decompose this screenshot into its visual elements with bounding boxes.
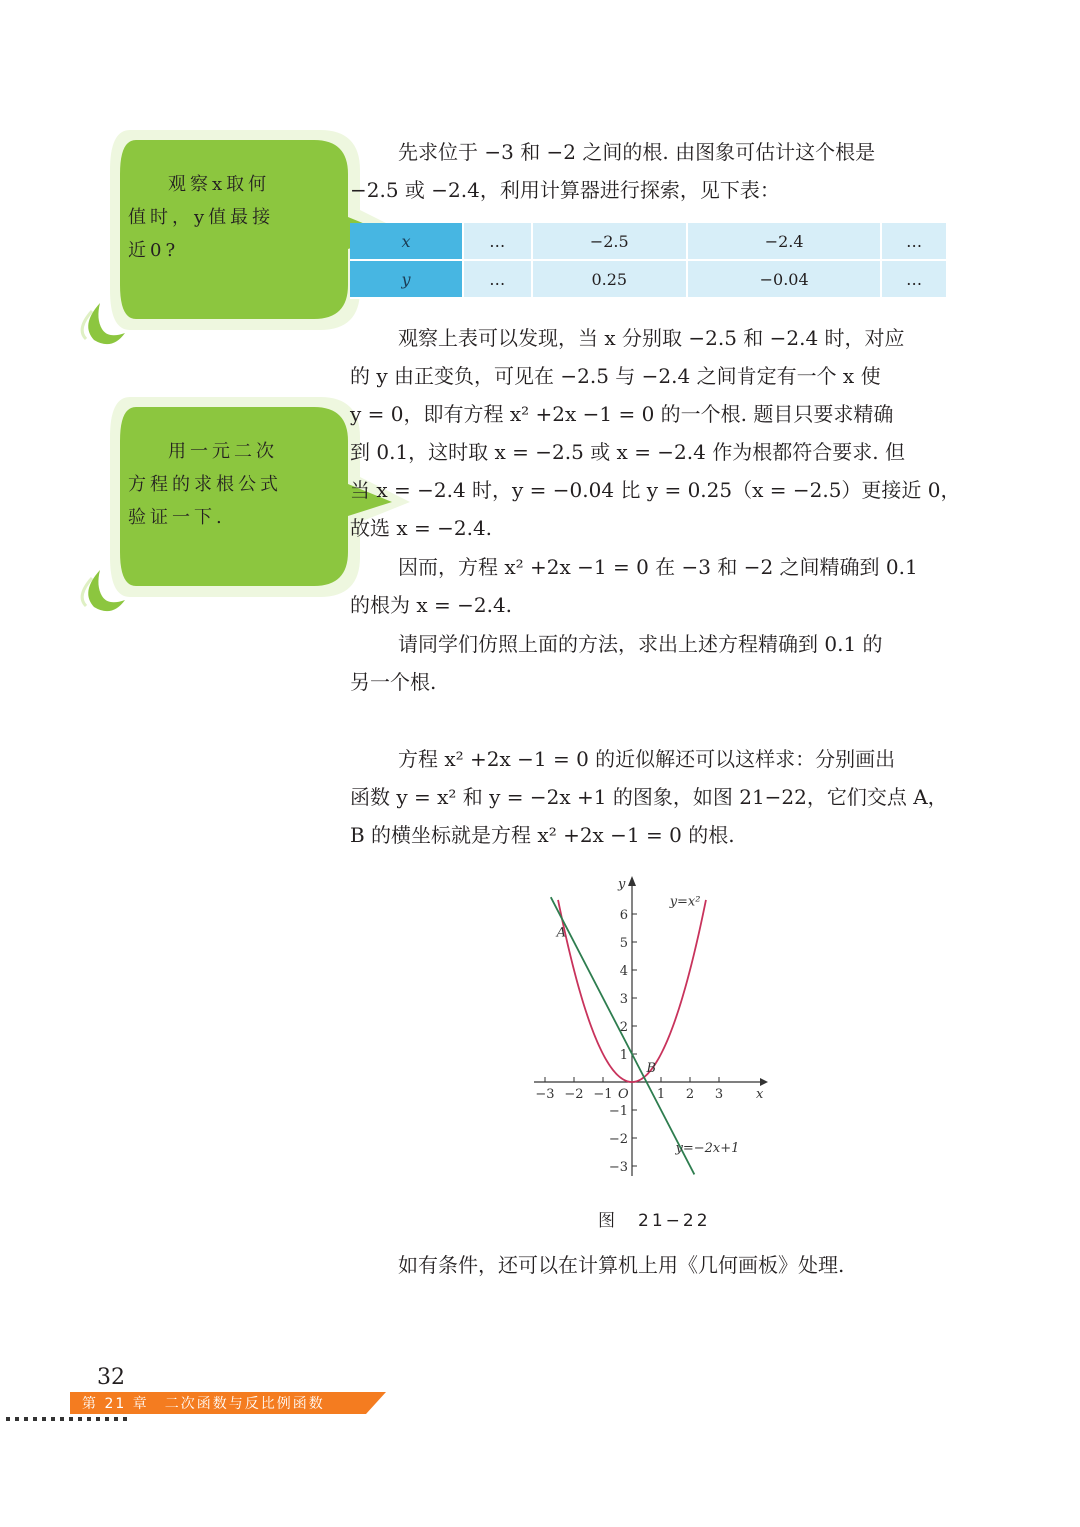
para1-line-6: 故选 x = −2.4.: [350, 516, 493, 540]
point-a-label: A: [556, 925, 566, 941]
y-tick-label: −1: [608, 1104, 628, 1119]
closing-paragraph: [350, 1246, 950, 1284]
footer-dot: [33, 1417, 37, 1421]
x-tick-label: 3: [714, 1087, 724, 1102]
margin-note-2: [70, 392, 370, 612]
para4-line-2: 函数 y = x² 和 y = −2x +1 的图象，如图 21−22，它们交点 A，: [350, 785, 948, 809]
point-b-label: B: [646, 1061, 657, 1077]
y-tick-label: 2: [619, 1020, 628, 1035]
para1-line-3: y = 0，即有方程 x² +2x −1 = 0 的一个根. 题目只要求精确: [350, 402, 894, 426]
para4-line-3: B 的横坐标就是方程 x² +2x −1 = 0 的根.: [350, 823, 735, 847]
para1-line-4: 到 0.1，这时取 x = −2.5 或 x = −2.4 作为根都符合要求. 但: [350, 440, 905, 464]
footer-dot: [42, 1417, 46, 1421]
footer-dot: [60, 1417, 64, 1421]
line-label: y=−2x+1: [675, 1141, 740, 1156]
table-cell: …: [463, 223, 532, 260]
y-axis-label: y: [618, 877, 626, 892]
y-axis-arrow: [628, 876, 636, 886]
table-cell: …: [463, 260, 532, 298]
footer-dot: [24, 1417, 28, 1421]
table-cell: −2.5: [532, 223, 688, 260]
y-tick-label: 6: [619, 908, 628, 923]
footer-dots: [6, 1417, 134, 1421]
intro-paragraph: [350, 133, 950, 209]
para3-line-2: 另一个根.: [350, 670, 437, 694]
table-cell: −0.04: [687, 260, 881, 298]
note-2-line-3: 验证一下.: [128, 507, 226, 528]
footer-dot: [87, 1417, 91, 1421]
page-number: 32: [97, 1365, 125, 1390]
origin-label: O: [618, 1087, 629, 1102]
para4-line-1: 方程 x² +2x −1 = 0 的近似解还可以这样求：分别画出: [398, 747, 896, 771]
note-1-line-3: 近0?: [128, 240, 180, 261]
footer-dot: [114, 1417, 118, 1421]
table-row-head: y: [350, 260, 463, 298]
x-axis-label: x: [756, 1087, 764, 1102]
figure-caption: 图 21−22: [598, 1211, 711, 1231]
x-tick-label: −2: [564, 1087, 584, 1102]
para2-line-2: 的根为 x = −2.4.: [350, 593, 513, 617]
footer-dot: [6, 1417, 10, 1421]
conclusion-paragraph: [350, 548, 950, 624]
y-tick-label: 1: [619, 1048, 628, 1063]
footer-dot: [15, 1417, 19, 1421]
footer-dot: [69, 1417, 73, 1421]
parabola-label: y=x²: [669, 894, 701, 910]
note-1-line-1: 观察x取何: [168, 174, 271, 195]
graph-method-paragraph: [350, 740, 950, 854]
x-tick-label: −1: [593, 1087, 613, 1102]
table-cell: …: [881, 260, 946, 298]
table-row: [350, 223, 946, 260]
footer-dot: [78, 1417, 82, 1421]
intro-line-1: 先求位于 −3 和 −2 之间的根. 由图象可估计这个根是: [398, 140, 876, 164]
y-tick-label: −2: [608, 1132, 628, 1147]
table-cell: −2.4: [687, 223, 881, 260]
function-graph: [520, 870, 780, 1190]
footer-dot: [123, 1417, 127, 1421]
x-axis-arrow: [760, 1078, 768, 1086]
x-tick-label: −3: [535, 1087, 555, 1102]
y-tick-label: 3: [619, 992, 628, 1007]
chapter-title: 第 21 章 二次函数与反比例函数: [82, 1396, 325, 1412]
y-tick-label: −3: [608, 1160, 628, 1175]
table-cell: 0.25: [532, 260, 688, 298]
footer-dot: [105, 1417, 109, 1421]
margin-note-1: [70, 125, 370, 345]
footer-dot: [51, 1417, 55, 1421]
closing-line: 如有条件，还可以在计算机上用《几何画板》处理.: [398, 1253, 845, 1277]
observation-paragraph: [350, 319, 961, 547]
intro-line-2: −2.5 或 −2.4，利用计算器进行探索，见下表：: [350, 178, 780, 202]
para1-line-2: 的 y 由正变负，可见在 −2.5 与 −2.4 之间肯定有一个 x 使: [350, 364, 881, 388]
note-2-line-1: 用一元二次: [168, 441, 278, 462]
table-row-head: x: [350, 223, 463, 260]
table-cell: …: [881, 223, 946, 260]
para1-line-1: 观察上表可以发现，当 x 分别取 −2.5 和 −2.4 时，对应: [398, 326, 905, 350]
x-tick-label: 1: [656, 1087, 666, 1102]
note-2-line-2: 方程的求根公式: [128, 474, 282, 495]
footer-dot: [96, 1417, 100, 1421]
para2-line-1: 因而，方程 x² +2x −1 = 0 在 −3 和 −2 之间精确到 0.1: [398, 555, 918, 579]
table-row: [350, 260, 946, 298]
y-tick-label: 4: [619, 964, 628, 979]
x-tick-label: 2: [685, 1087, 695, 1102]
value-table: [350, 223, 946, 299]
note-1-line-2: 值时，y值最接: [128, 207, 275, 228]
exercise-paragraph: [350, 625, 950, 701]
para3-line-1: 请同学们仿照上面的方法，求出上述方程精确到 0.1 的: [398, 632, 883, 656]
para1-line-5: 当 x = −2.4 时，y = −0.04 比 y = 0.25（x = −2.5）更接近 0，: [350, 478, 961, 502]
y-tick-label: 5: [619, 936, 628, 951]
